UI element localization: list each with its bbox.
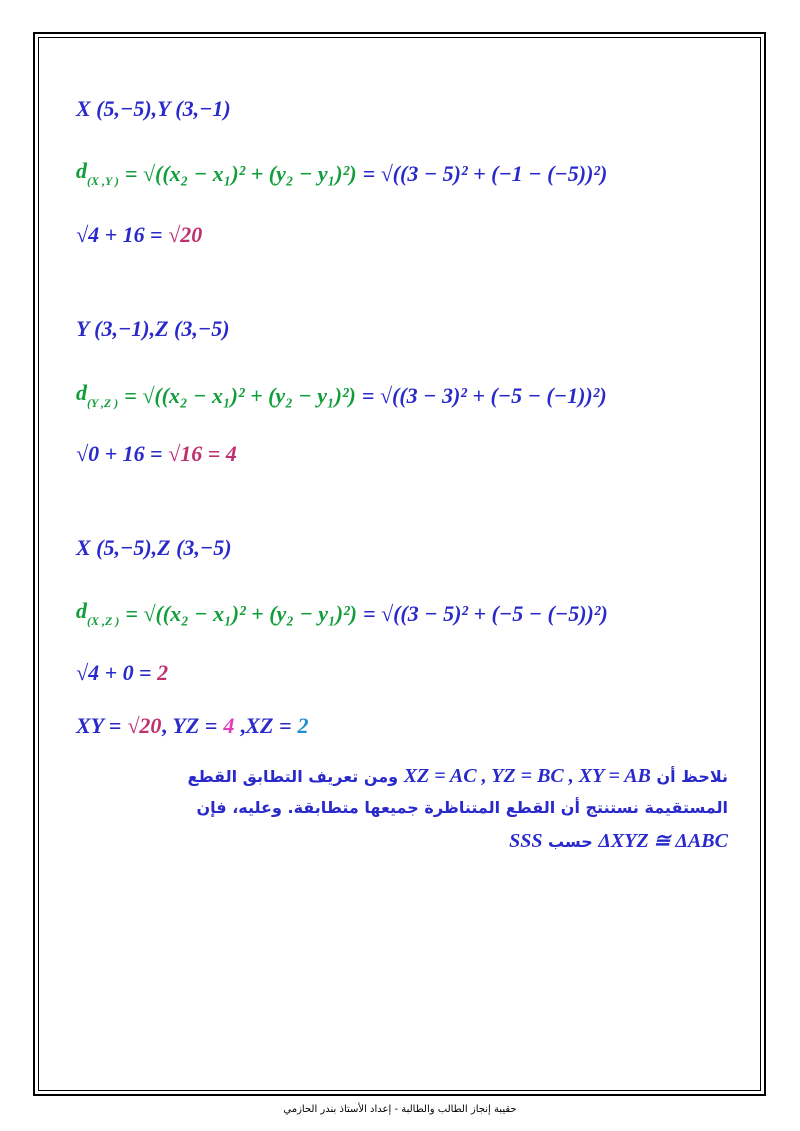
xy-value: √20: [127, 713, 162, 738]
general-formula: = √((x₂ − x₁)² + (y₂ − y₁)²): [124, 382, 356, 408]
points-line-3: [76, 535, 232, 561]
simplified-expression: √0 + 16: [76, 441, 145, 466]
triangle-congruence: ΔXYZ ≅ ΔABC: [598, 830, 728, 852]
distance-formula-line-2: [76, 380, 607, 411]
simplify-line-1: √4 + 16 = √20: [76, 222, 203, 247]
substituted-formula: = √((3 − 5)² + (−1 − (−5))²): [362, 160, 608, 186]
xy-label: XY =: [76, 713, 122, 738]
conclusion-line-3: [509, 828, 728, 853]
congruence-equalities: XZ = AC , YZ = BC , XY = AB: [403, 765, 651, 787]
page-footer: حقيبة إنجاز الطالب والطالبة - إعداد الأستاذ بندر الحازمي: [283, 1104, 517, 1115]
general-formula: = √((x₂ − x₁)² + (y₂ − y₁)²): [124, 160, 357, 186]
conclusion-line-1: [188, 765, 728, 788]
general-formula: = √((x₂ − x₁)² + (y₂ − y₁)²): [125, 600, 357, 626]
yz-label: YZ =: [172, 713, 218, 738]
points-line-1: [76, 96, 231, 122]
conclusion-text: المستقيمة نستنتج أن القطع المتناظرة جميعها متطابقة. وعليه، فإن: [196, 798, 728, 817]
page-border-inner: [38, 37, 761, 1091]
points-text: Y (3,−1),Z (3,−5): [76, 316, 230, 341]
distance-label: $d_{(Y ,Z )}$: [76, 380, 119, 410]
conclusion-line-2: [197, 798, 729, 817]
points-text: X (5,−5),Z (3,−5): [76, 535, 232, 560]
distance-result: √20: [168, 222, 203, 247]
conclusion-prefix: نلاحظ أن: [656, 767, 728, 786]
according-to-word: حسب: [548, 832, 593, 851]
xz-label: XZ =: [245, 713, 292, 738]
substituted-formula: = √((3 − 5)² + (−5 − (−5))²): [363, 600, 608, 626]
sss-rule: SSS: [509, 830, 543, 852]
distance-result: √16 = 4: [168, 441, 237, 466]
distance-label: $d_{(X ,Z )}$: [76, 598, 120, 628]
substituted-formula: = √((3 − 3)² + (−5 − (−1))²): [361, 382, 607, 408]
xz-value: 2: [297, 713, 309, 738]
distance-result: 2: [157, 660, 169, 685]
points-text: X (5,−5),Y (3,−1): [76, 96, 231, 121]
simplified-expression: √4 + 16: [76, 222, 145, 247]
distance-label: $d_{(X ,Y )}$: [76, 158, 119, 188]
distance-formula-line-1: [76, 158, 607, 189]
points-line-2: [76, 316, 230, 342]
conclusion-suffix: ومن تعريف التطابق القطع: [187, 767, 399, 786]
simplify-line-3: √4 + 0 = 2: [76, 660, 169, 685]
summary-line: XY = √20 , YZ = 4 , XZ = 2: [76, 713, 309, 738]
simplify-line-2: √0 + 16 = √16 = 4: [76, 441, 237, 466]
simplified-expression: √4 + 0: [76, 660, 134, 685]
yz-value: 4: [223, 713, 235, 738]
distance-formula-line-3: [76, 598, 608, 629]
